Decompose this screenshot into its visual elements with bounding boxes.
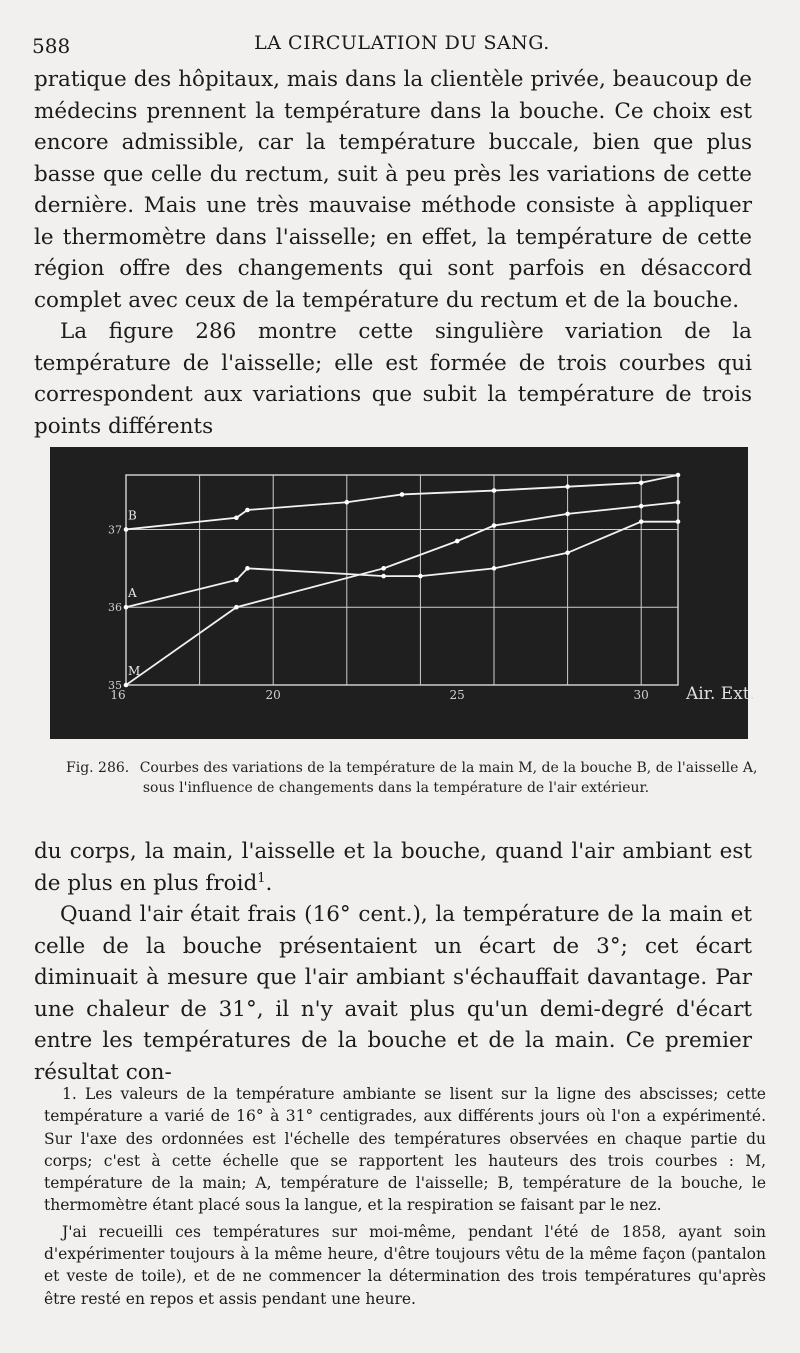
data-point-M	[381, 566, 386, 571]
series-label-M: M	[128, 664, 141, 678]
body-text-top	[34, 64, 752, 442]
chart-series	[124, 473, 681, 688]
data-point-B	[245, 508, 250, 513]
y-tick-label: 35	[108, 679, 122, 692]
data-point-M	[124, 683, 129, 688]
series-line-B	[126, 475, 678, 529]
data-point-A	[492, 566, 497, 571]
footnote-ref-tail: .	[265, 870, 273, 896]
data-point-B	[565, 484, 570, 489]
data-point-A	[234, 578, 239, 583]
figure-286	[50, 447, 756, 739]
paragraph: La figure 286 montre cette singulière variation de la température de l'aisselle; elle est formée de trois courbes qui correspondent aux variations que subit la température de trois points différents	[34, 319, 752, 439]
data-point-A	[381, 574, 386, 579]
x-axis-label: Air. Ext.	[686, 684, 756, 704]
x-tick-label: 25	[449, 688, 465, 702]
data-point-B	[492, 488, 497, 493]
body-text-bottom	[34, 836, 752, 1088]
paragraph: pratique des hôpitaux, mais dans la clientèle privée, beaucoup de médecins prennent la température dans la bouche. Ce choix est encore admissible, car la température buccale, bien que plus basse que celle du rectum, suit à peu près les variations de cette dernière. Mais une très mauvaise méthode consiste à appliquer le thermomètre dans l'aisselle; en effet, la température de cette région offre des changements qui sont parfois en désaccord complet avec ceux de la température du rectum et de la bouche.	[34, 67, 752, 313]
data-point-M	[492, 523, 497, 528]
data-point-M	[639, 504, 644, 509]
x-tick-label: 16	[110, 688, 126, 702]
data-point-A	[124, 605, 129, 610]
chart-frame	[126, 475, 678, 685]
footnote-reference: 1	[257, 870, 266, 886]
paragraph	[34, 836, 752, 899]
data-point-B	[234, 515, 239, 520]
data-point-M	[234, 605, 239, 610]
footnote: J'ai recueilli ces températures sur moi-même, pendant l'été de 1858, ayant soin d'expérimenter toujours à la même heure, d'être toujours vêtu de la même façon (pantalon et veste de toile), et de ne commencer la détermination des trois températures qu'après être resté en repos et assis pendant une heure.	[44, 1222, 766, 1308]
x-tick-label: 30	[633, 688, 649, 702]
x-tick-label: 20	[265, 688, 281, 702]
data-point-A	[245, 566, 250, 571]
series-line-A	[126, 522, 678, 608]
series-label-B: B	[128, 508, 137, 523]
data-point-B	[345, 500, 350, 505]
series-label-A: A	[128, 586, 137, 601]
data-point-B	[400, 492, 405, 497]
page-header	[32, 30, 772, 60]
chart-labels	[127, 508, 755, 704]
data-point-B	[676, 473, 681, 478]
paragraph: Quand l'air était frais (16° cent.), la température de la main et celle de la bouche présentaient un écart de 3°; cet écart diminuait à mesure que l'air ambiant s'échauffait davantage. Par une chaleur de 31°, il n'y avait plus qu'un demi-degré d'écart entre les températures de la bouche et de la main. Ce premier résultat con-	[34, 902, 752, 1085]
caption-line-1: Courbes des variations de la température de la main M, de la bouche B, de l'aisselle A,	[139, 760, 758, 776]
data-point-M	[565, 512, 570, 517]
data-point-B	[124, 527, 129, 532]
y-tick-label: 36	[108, 601, 122, 615]
data-point-M	[455, 539, 460, 544]
figure-label: Fig. 286.	[66, 760, 130, 776]
chart-grid	[126, 475, 678, 685]
data-point-B	[639, 480, 644, 485]
figure-caption	[66, 758, 766, 798]
data-point-A	[565, 550, 570, 555]
footnotes	[44, 1083, 766, 1314]
paragraph-text: du corps, la main, l'aisselle et la bouche, quand l'air ambiant est de plus en plus froid	[34, 839, 752, 896]
data-point-A	[418, 574, 423, 579]
caption-line-2: sous l'influence de changements dans la température de l'air extérieur.	[142, 780, 650, 796]
data-point-M	[676, 500, 681, 505]
temperature-chart	[50, 447, 756, 739]
page-number: 588	[32, 34, 71, 58]
footnote: 1. Les valeurs de la température ambiante se lisent sur la ligne des abscisses; cette température a varié de 16° à 31° centigrades, aux différents jours où l'on a expérimenté. Sur l'axe des ordonnées est l'échelle des températures observées en chaque partie du corps; c'est à cette échelle que se rapportent les hauteurs des trois courbes : M, température de la main; A, température de l'aisselle; B, température de la bouche, le thermomètre étant placé sous la langue, et la respiration se faisant par le nez.	[44, 1085, 766, 1215]
data-point-A	[676, 519, 681, 524]
y-tick-label: 37	[108, 523, 122, 537]
data-point-A	[639, 519, 644, 524]
running-title: LA CIRCULATION DU SANG.	[254, 32, 550, 54]
